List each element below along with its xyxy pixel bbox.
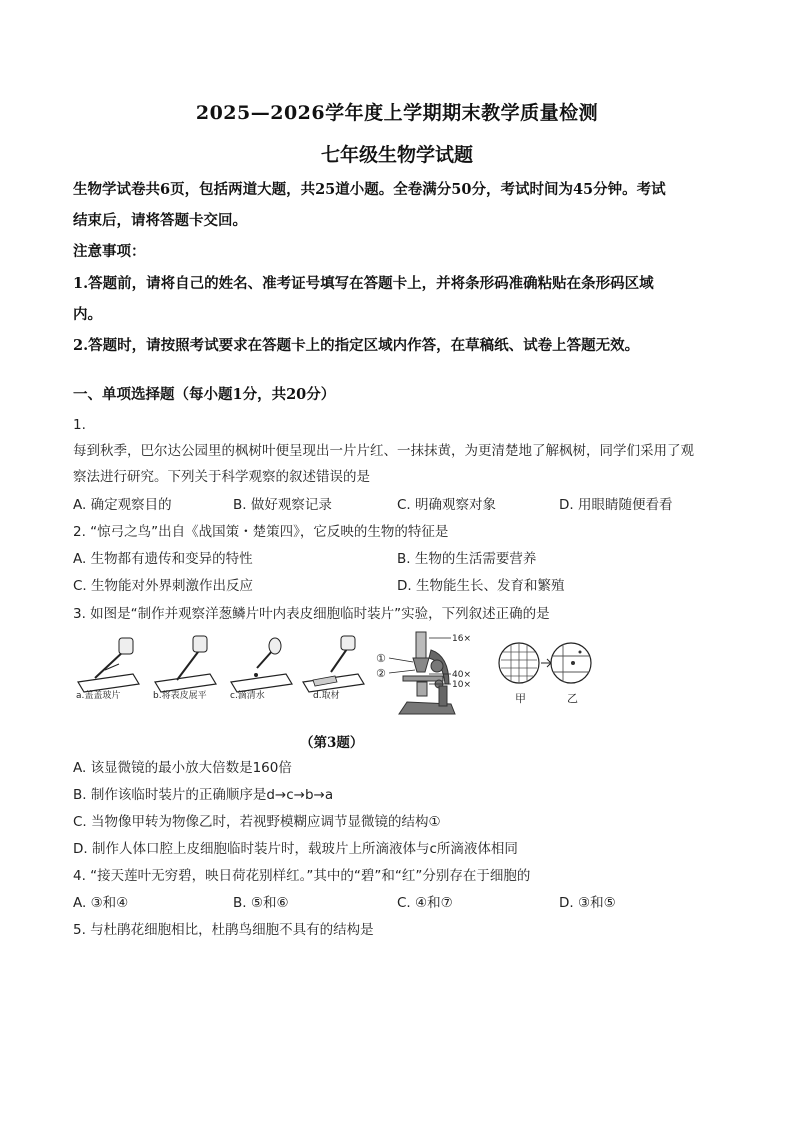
q1-option-b: B. 做好观察记录 bbox=[233, 497, 332, 513]
marker-1: ① bbox=[376, 652, 386, 665]
q3-option-d: D. 制作人体口腔上皮细胞临时装片时，载玻片上所滴液体与c所滴液体相同 bbox=[73, 841, 518, 857]
q2-stem: 2. “惊弓之鸟”出自《战国策・楚策四》，它反映的生物的特征是 bbox=[73, 524, 449, 540]
exam-subtitle: 七年级生物学试题 bbox=[320, 144, 473, 166]
q1-stem-line-1: 每到秋季，巴尔达公园里的枫树叶便呈现出一片片红、一抹抹黄，为更清楚地了解枫树，同学们采用了观 bbox=[73, 443, 694, 459]
notice-item-2: 2.答题时，请按照考试要求在答题卡上的指定区域内作答，在草稿纸、试卷上答题无效。 bbox=[73, 337, 640, 354]
marker-2: ② bbox=[376, 667, 386, 680]
q3-figure bbox=[73, 630, 593, 725]
label-yi: 乙 bbox=[567, 692, 578, 705]
step-b-label: b.将表皮展平 bbox=[153, 691, 207, 701]
q2-option-a: A. 生物都有遗传和变异的特性 bbox=[73, 551, 253, 567]
section-title: 一、单项选择题（每小题1分，共20分） bbox=[73, 386, 336, 403]
q4-option-d: D. ③和⑤ bbox=[559, 895, 616, 911]
step-b-illustration bbox=[155, 636, 216, 692]
q1-option-c: C. 明确观察对象 bbox=[397, 497, 497, 513]
notice-title: 注意事项： bbox=[73, 243, 146, 260]
field-of-view-jia bbox=[499, 643, 539, 683]
exam-title: 2025—2026学年度上学期期末教学质量检测 bbox=[195, 102, 599, 124]
q3-figure-caption: （第3题） bbox=[300, 735, 364, 751]
objective-mag-10: 10× bbox=[452, 680, 471, 690]
q1-number: 1. bbox=[73, 417, 86, 433]
step-a-illustration bbox=[78, 638, 139, 692]
q1-stem-line-2: 察法进行研究。下列关于科学观察的叙述错误的是 bbox=[73, 469, 370, 485]
q4-option-b: B. ⑤和⑥ bbox=[233, 895, 289, 911]
q3-option-a: A. 该显微镜的最小放大倍数是160倍 bbox=[73, 760, 292, 776]
intro-line-2: 结束后，请将答题卡交回。 bbox=[73, 212, 247, 229]
eyepiece-mag: 16× bbox=[452, 634, 471, 644]
q3-stem: 3. 如图是“制作并观察洋葱鳞片叶内表皮细胞临时装片”实验，下列叙述正确的是 bbox=[73, 606, 550, 622]
q3-option-c: C. 当物像甲转为物像乙时，若视野模糊应调节显微镜的结构① bbox=[73, 814, 441, 830]
q3-option-b: B. 制作该临时装片的正确顺序是d→c→b→a bbox=[73, 787, 334, 803]
microscope-illustration bbox=[399, 632, 455, 714]
q4-stem: 4. “接天莲叶无穷碧，映日荷花别样红。”其中的“碧”和“红”分别存在于细胞的 bbox=[73, 868, 531, 884]
q2-option-b: B. 生物的生活需要营养 bbox=[397, 551, 537, 567]
q2-option-c: C. 生物能对外界刺激作出反应 bbox=[73, 578, 254, 594]
step-d-illustration bbox=[303, 636, 364, 692]
notice-item-1-cont: 内。 bbox=[73, 306, 102, 323]
q5-stem: 5. 与杜鹃花细胞相比，杜鹃鸟细胞不具有的结构是 bbox=[73, 922, 374, 938]
intro-line-1: 生物学试卷共6页，包括两道大题，共25道小题。全卷满分50分，考试时间为45分钟。考试 bbox=[73, 181, 666, 198]
step-d-label: d.取材 bbox=[313, 691, 340, 701]
q4-option-c: C. ④和⑦ bbox=[397, 895, 453, 911]
notice-item-1: 1.答题前，请将自己的姓名、准考证号填写在答题卡上，并将条形码准确粘贴在条形码区域 bbox=[73, 275, 654, 292]
objective-mag-40: 40× bbox=[452, 670, 471, 680]
label-jia: 甲 bbox=[515, 692, 526, 705]
q2-option-d: D. 生物能生长、发育和繁殖 bbox=[397, 578, 565, 594]
q4-option-a: A. ③和④ bbox=[73, 895, 129, 911]
step-a-label: a.盖盖玻片 bbox=[76, 691, 121, 701]
q1-option-a: A. 确定观察目的 bbox=[73, 497, 172, 513]
q1-option-d: D. 用眼睛随便看看 bbox=[559, 497, 673, 513]
field-of-view-yi bbox=[551, 643, 591, 683]
step-c-label: c.滴清水 bbox=[230, 691, 265, 701]
step-c-illustration bbox=[231, 638, 292, 692]
